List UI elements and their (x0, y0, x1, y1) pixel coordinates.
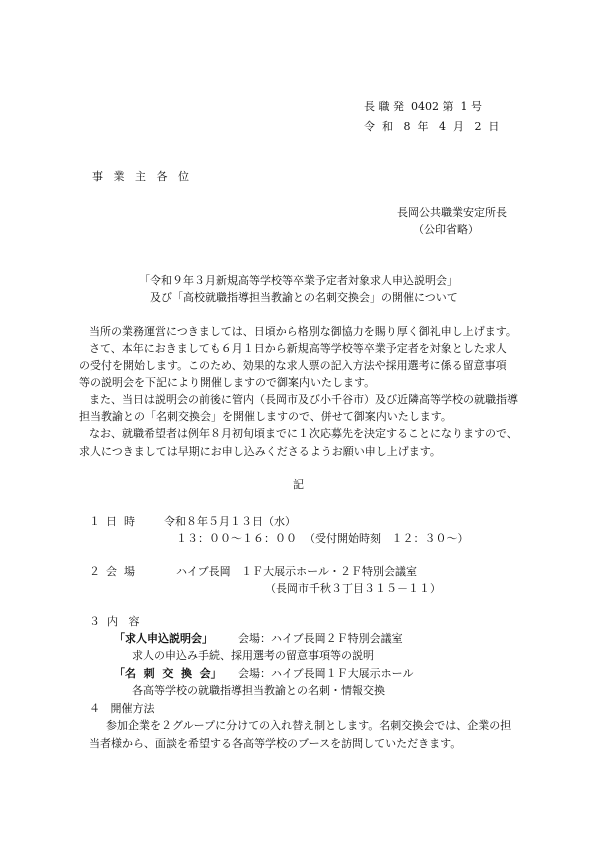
body-line-5: また、当日は説明会の前後に管内（長岡市及び小千谷市）及び近隣高等学校の就職指導 (89, 393, 518, 406)
item-1-date: 令和８年５月１３日（水） (164, 515, 296, 528)
item-1-time: １３：００～１６：００ （受付開始時刻 １２：３０～） (176, 532, 469, 545)
event-2-venue: 会場：ハイブ長岡１Ｆ大展示ホール (238, 667, 414, 680)
item-1-number: １ (89, 515, 100, 528)
event-2-description: 各高等学校の就職指導担当教諭との名刺・情報交換 (132, 684, 385, 697)
document-date: 令 和 8 年 4 月 2 日 (364, 120, 500, 133)
item-2-label: 会 場 (106, 565, 135, 578)
body-line-7: なお、就職希望者は例年８月初旬頃までに１次応募先を決定することになりますので、 (89, 427, 518, 440)
method-line-2: 当者様から、面談を希望する各高等学校のブースを訪問していただきます。 (89, 737, 462, 750)
sender-office: 長岡公共職業安定所長 (397, 206, 507, 219)
item-3-heading: ３ 内 容 (89, 615, 140, 628)
item-2-address: （長岡市千秋３丁目３１５－１１） (265, 582, 441, 595)
event-1-name: 「求人申込説明会」 (114, 632, 213, 645)
title-line-2: 及び「高校就職指導担当教諭との名刺交換会」の開催について (150, 291, 458, 304)
method-line-1: 参加企業を２グループに分けての入れ替え制とします。名刺交換会では、企業の担 (106, 719, 512, 732)
body-line-6: 担当教諭との「名刺交換会」を開催しますので、併せて御案内いたします。 (79, 410, 452, 423)
event-1-venue: 会場：ハイブ長岡２Ｆ特別会議室 (238, 632, 403, 645)
item-4-heading: ４ 開催方法 (89, 702, 155, 715)
ki-marker: 記 (293, 478, 304, 491)
document-number: 長 職 発 0402 第 1 号 (364, 100, 482, 113)
body-line-4: 等の説明会を下記により開催しますので御案内いたします。 (79, 376, 376, 389)
body-line-8: 求人につきましては早期にお申し込みくださるようお願い申し上げます。 (79, 445, 441, 458)
addressee: 事 業 主 各 位 (92, 170, 189, 183)
title-line-1: 「令和９年３月新規高等学校等卒業予定者対象求人申込説明会」 (139, 274, 458, 287)
seal-omitted-note: （公印省略） (413, 223, 479, 236)
body-line-2: さて、本年におきましても６月１日から新規高等学校等卒業予定者を対象とした求人 (89, 342, 507, 355)
body-line-3: の受付を開始します。このため、効果的な求人票の記入方法や採用選考に係る留意事項 (79, 359, 507, 372)
item-2-venue: ハイブ長岡 １Ｆ大展示ホール・２Ｆ特別会議室 (176, 565, 417, 578)
item-2-number: ２ (89, 565, 100, 578)
event-2-name: 「名 刺 交 換 会」 (114, 667, 222, 680)
item-1-label: 日 時 (106, 515, 135, 528)
body-line-1: 当所の業務運営につきましては、日頃から格別な御協力を賜り厚く御礼申し上げます。 (89, 325, 517, 338)
event-1-description: 求人の申込み手続、採用選考の留意事項等の説明 (132, 649, 374, 662)
